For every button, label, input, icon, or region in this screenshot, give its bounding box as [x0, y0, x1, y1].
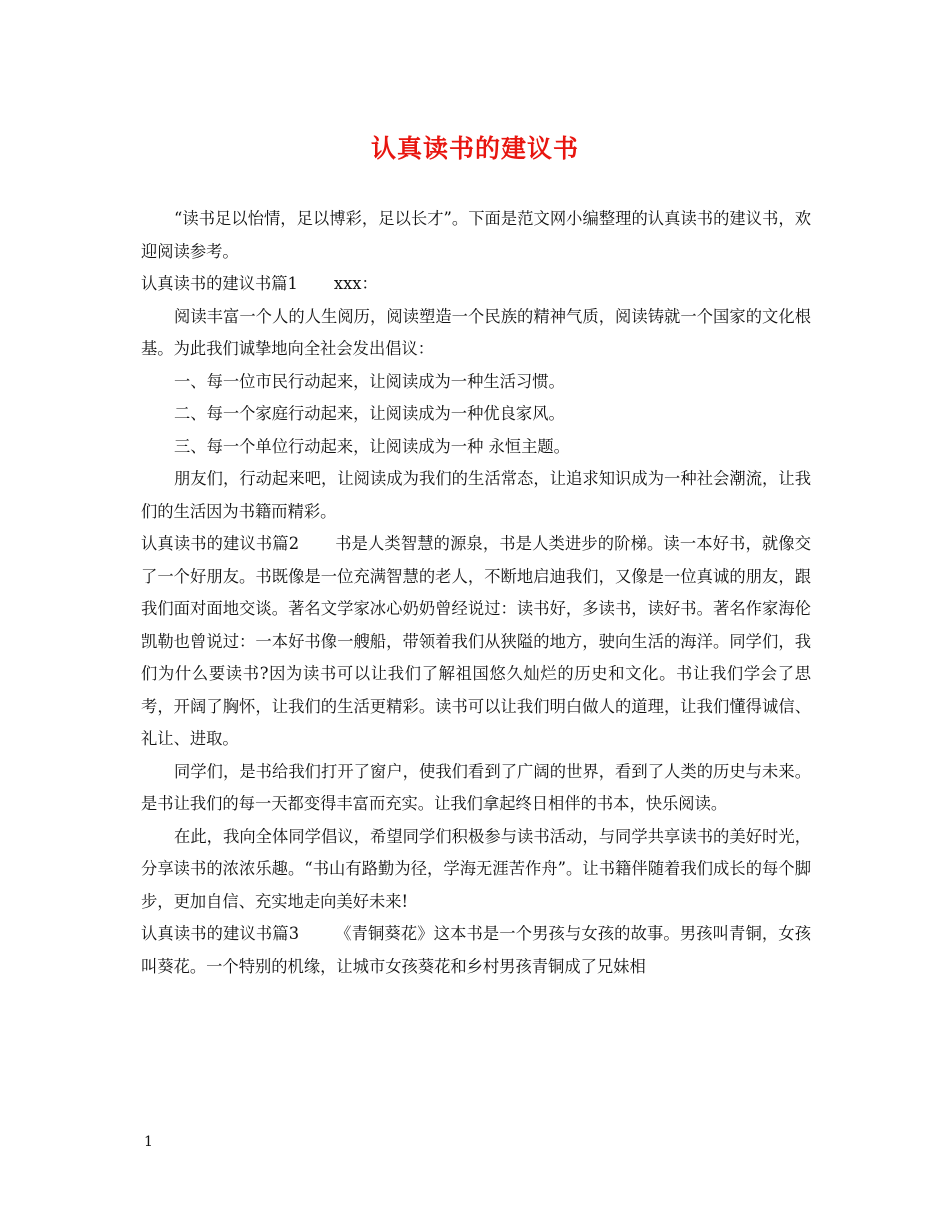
section1-heading: 认真读书的建议书篇1 — [141, 274, 298, 293]
section2-paragraph: 在此，我向全体同学倡议，希望同学们积极参与读书活动，与同学共享读书的美好时光，分享读书的浓浓乐趣。“书山有路勤为径，学海无涯苦作舟”。让书籍伴随着我们成长的每个脚步，更加自信、充实地走向美好未来! — [141, 826, 811, 911]
section1-paragraph: 阅读丰富一个人的人生阅历，阅读塑造一个民族的精神气质，阅读铸就一个国家的文化根基。为此我们诚挚地向全社会发出倡议： — [141, 306, 811, 358]
document-title: 认真读书的建议书 — [370, 134, 579, 163]
section3-heading: 认真读书的建议书篇3 — [141, 924, 300, 943]
section2-lead: 书是人类智慧的源泉，书是人类进步的阶梯。读一本好书，就像交了一个好朋友。书既像是一位充满智慧的老人，不断地启迪我们，又像是一位真诚的朋友，跟我们面对面地交谈。著名文学家冰心奶奶曾经说过：读书好，多读书，读好书。著名作家海伦凯勒也曾说过：一本好书像一艘船，带领着我们从狭隘的地方，驶向生活的海洋。同学们，我们为什么要读书?因为读书可以让我们了解祖国悠久灿烂的历史和文化。书让我们学会了思考，开阔了胸怀，让我们的生活更精彩。读书可以让我们明白做人的道理，让我们懂得诚信、礼让、进取。 — [141, 534, 811, 748]
section1-paragraph: 朋友们，行动起来吧，让阅读成为我们的生活常态，让追求知识成为一种社会潮流，让我们的生活因为书籍而精彩。 — [141, 469, 811, 521]
section3-lead: 《青铜葵花》这本书是一个男孩与女孩的故事。男孩叫青铜，女孩叫葵花。一个特别的机缘，让城市女孩葵花和乡村男孩青铜成了兄妹相 — [141, 924, 811, 976]
section2-lead-paragraph — [141, 528, 811, 756]
document-body — [141, 203, 811, 983]
section3-lead-paragraph — [141, 918, 811, 983]
section2-heading: 认真读书的建议书篇2 — [141, 534, 300, 553]
intro-paragraph: “读书足以怡情，足以博彩，足以长才”。下面是范文网小编整理的认真读书的建议书，欢迎阅读参考。 — [141, 209, 811, 261]
section1-salutation: xxx： — [333, 274, 378, 293]
section2-paragraph: 同学们，是书给我们打开了窗户，使我们看到了广阔的世界，看到了人类的历史与未来。是书让我们的每一天都变得丰富而充实。让我们拿起终日相伴的书本，快乐阅读。 — [141, 761, 811, 813]
section1-paragraph: 一、每一位市民行动起来，让阅读成为一种生活习惯。 — [174, 371, 565, 391]
section1-paragraph: 三、每一个单位行动起来，让阅读成为一种 永恒主题。 — [174, 436, 570, 456]
section1-heading-line — [141, 268, 811, 301]
section1-paragraph: 二、每一个家庭行动起来，让阅读成为一种优良家风。 — [174, 404, 565, 423]
page-number: 1 — [144, 1134, 153, 1150]
